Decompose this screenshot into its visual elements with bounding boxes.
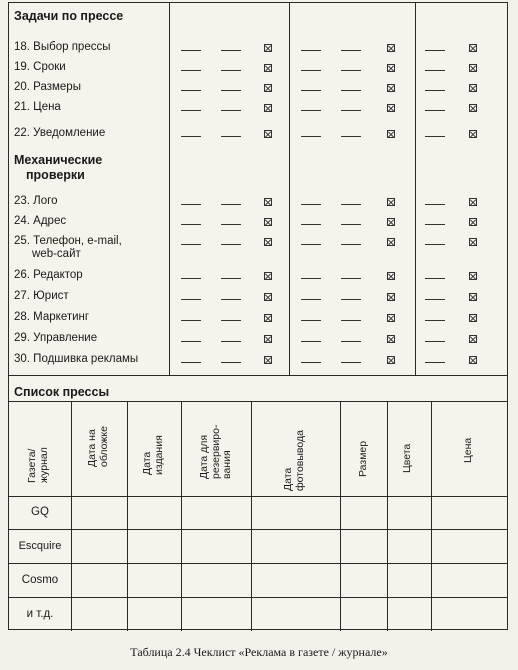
blank-line [181, 362, 201, 363]
task-item: 28. Маркетинг [14, 311, 90, 323]
blank-line [221, 278, 241, 279]
checkbox-icon[interactable] [387, 84, 395, 92]
checkbox-icon[interactable] [387, 44, 395, 52]
blank-line [221, 299, 241, 300]
checkbox-icon[interactable] [469, 218, 477, 226]
blank-line [181, 224, 201, 225]
checkbox-icon[interactable] [264, 356, 272, 364]
blank-line [181, 70, 201, 71]
blank-line [301, 204, 321, 205]
blank-line [221, 110, 241, 111]
checkbox-icon[interactable] [264, 84, 272, 92]
checkbox-icon[interactable] [469, 356, 477, 364]
blank-line [221, 50, 241, 51]
blank-line [301, 70, 321, 71]
checkbox-icon[interactable] [469, 198, 477, 206]
blank-line [341, 50, 361, 51]
blank-line [181, 204, 201, 205]
divider [9, 597, 507, 598]
task-item: 27. Юрист [14, 290, 69, 302]
blank-line [221, 341, 241, 342]
checkbox-icon[interactable] [387, 335, 395, 343]
checkbox-icon[interactable] [387, 218, 395, 226]
task-item: 20. Размеры [14, 81, 81, 93]
task-item: 30. Подшивка рекламы [14, 353, 139, 365]
task-item: 24. Адрес [14, 215, 67, 227]
blank-line [181, 320, 201, 321]
blank-line [301, 244, 321, 245]
blank-line [341, 244, 361, 245]
column-header: Цвета [401, 443, 413, 473]
blank-line [221, 320, 241, 321]
checkbox-icon[interactable] [387, 314, 395, 322]
blank-line [341, 278, 361, 279]
blank-line [301, 90, 321, 91]
divider [9, 529, 507, 530]
blank-line [301, 320, 321, 321]
checkbox-icon[interactable] [469, 44, 477, 52]
checkbox-icon[interactable] [469, 238, 477, 246]
checkbox-icon[interactable] [387, 356, 395, 364]
blank-line [181, 244, 201, 245]
blank-line [341, 299, 361, 300]
task-item-line2: web-сайт [32, 248, 81, 260]
press-list-title: Список прессы [14, 385, 110, 399]
checkbox-icon[interactable] [469, 293, 477, 301]
blank-line [341, 204, 361, 205]
blank-line [425, 110, 445, 111]
checkbox-icon[interactable] [264, 130, 272, 138]
blank-line [181, 278, 201, 279]
blank-line [341, 90, 361, 91]
checkbox-icon[interactable] [469, 314, 477, 322]
task-item: 23. Лого [14, 195, 58, 207]
task-item [14, 235, 174, 261]
column-header: Цена [462, 437, 474, 463]
checkbox-icon[interactable] [264, 218, 272, 226]
blank-line [301, 362, 321, 363]
blank-line [181, 299, 201, 300]
blank-line [425, 70, 445, 71]
checkbox-icon[interactable] [264, 272, 272, 280]
checkbox-icon[interactable] [264, 44, 272, 52]
blank-line [301, 110, 321, 111]
checkbox-icon[interactable] [264, 293, 272, 301]
checkbox-icon[interactable] [387, 104, 395, 112]
checkbox-icon[interactable] [387, 238, 395, 246]
mech-title-line1: Механические [14, 153, 103, 167]
checkbox-icon[interactable] [469, 130, 477, 138]
column-header: Дата для резервиро- вания [198, 424, 233, 479]
blank-line [221, 204, 241, 205]
task-item: 19. Сроки [14, 61, 66, 73]
checkbox-icon[interactable] [469, 335, 477, 343]
blank-line [425, 136, 445, 137]
blank-line [301, 341, 321, 342]
publication-name: Cosmo [21, 574, 59, 586]
blank-line [181, 136, 201, 137]
task-item: 22. Уведомление [14, 127, 106, 139]
blank-line [301, 224, 321, 225]
publication-name: GQ [31, 506, 49, 518]
blank-line [221, 362, 241, 363]
checkbox-icon[interactable] [469, 104, 477, 112]
column-header: Дата фотовывода [282, 430, 306, 491]
checkbox-icon[interactable] [264, 104, 272, 112]
blank-line [301, 278, 321, 279]
task-item-line1: 25. Телефон, e-mail, [14, 235, 122, 247]
blank-line [221, 224, 241, 225]
blank-line [425, 341, 445, 342]
publication-name: и т.д. [26, 608, 54, 620]
blank-line [301, 50, 321, 51]
blank-line [181, 50, 201, 51]
task-item: 26. Редактор [14, 269, 83, 281]
checkbox-icon[interactable] [264, 238, 272, 246]
blank-line [341, 224, 361, 225]
blank-line [425, 362, 445, 363]
blank-line [341, 70, 361, 71]
blank-line [425, 278, 445, 279]
blank-line [181, 90, 201, 91]
blank-line [301, 299, 321, 300]
mech-section-title [14, 153, 102, 183]
column-header: Дата на обложке [86, 426, 110, 467]
checkbox-icon[interactable] [264, 198, 272, 206]
blank-line [425, 204, 445, 205]
blank-line [221, 90, 241, 91]
checkbox-icon[interactable] [387, 272, 395, 280]
table-caption: Таблица 2.4 Чеклист «Реклама в газете / журнале» [130, 645, 388, 659]
column-header: Дата издания [141, 435, 165, 475]
blank-line [181, 341, 201, 342]
column-header: Размер [357, 440, 369, 477]
blank-line [425, 50, 445, 51]
checkbox-icon[interactable] [264, 64, 272, 72]
blank-line [341, 320, 361, 321]
divider [9, 496, 507, 497]
blank-line [221, 244, 241, 245]
blank-line [181, 110, 201, 111]
blank-line [425, 224, 445, 225]
checkbox-icon[interactable] [264, 314, 272, 322]
column-header: Газета/ журнал [26, 447, 50, 483]
blank-line [221, 70, 241, 71]
blank-line [221, 136, 241, 137]
checkbox-icon[interactable] [387, 130, 395, 138]
blank-line [341, 341, 361, 342]
blank-line [301, 136, 321, 137]
divider [9, 375, 507, 376]
divider [9, 401, 507, 402]
blank-line [341, 136, 361, 137]
checkbox-icon[interactable] [264, 335, 272, 343]
checklist-table [8, 2, 508, 630]
blank-line [341, 110, 361, 111]
blank-line [425, 90, 445, 91]
blank-line [425, 244, 445, 245]
task-item: 18. Выбор прессы [14, 41, 111, 53]
divider [289, 3, 290, 375]
checkbox-icon[interactable] [387, 293, 395, 301]
checkbox-icon[interactable] [387, 64, 395, 72]
blank-line [341, 362, 361, 363]
publication-name: Esсquire [18, 540, 62, 552]
divider [415, 3, 416, 375]
checkbox-icon[interactable] [469, 272, 477, 280]
tasks-section-title: Задачи по прессе [14, 9, 124, 23]
blank-line [425, 299, 445, 300]
mech-title-line2: проверки [26, 168, 85, 182]
checkbox-icon[interactable] [469, 84, 477, 92]
checkbox-icon[interactable] [387, 198, 395, 206]
blank-line [425, 320, 445, 321]
task-item: 21. Цена [14, 101, 61, 113]
divider [9, 563, 507, 564]
task-item: 29. Управление [14, 332, 98, 344]
checkbox-icon[interactable] [469, 64, 477, 72]
